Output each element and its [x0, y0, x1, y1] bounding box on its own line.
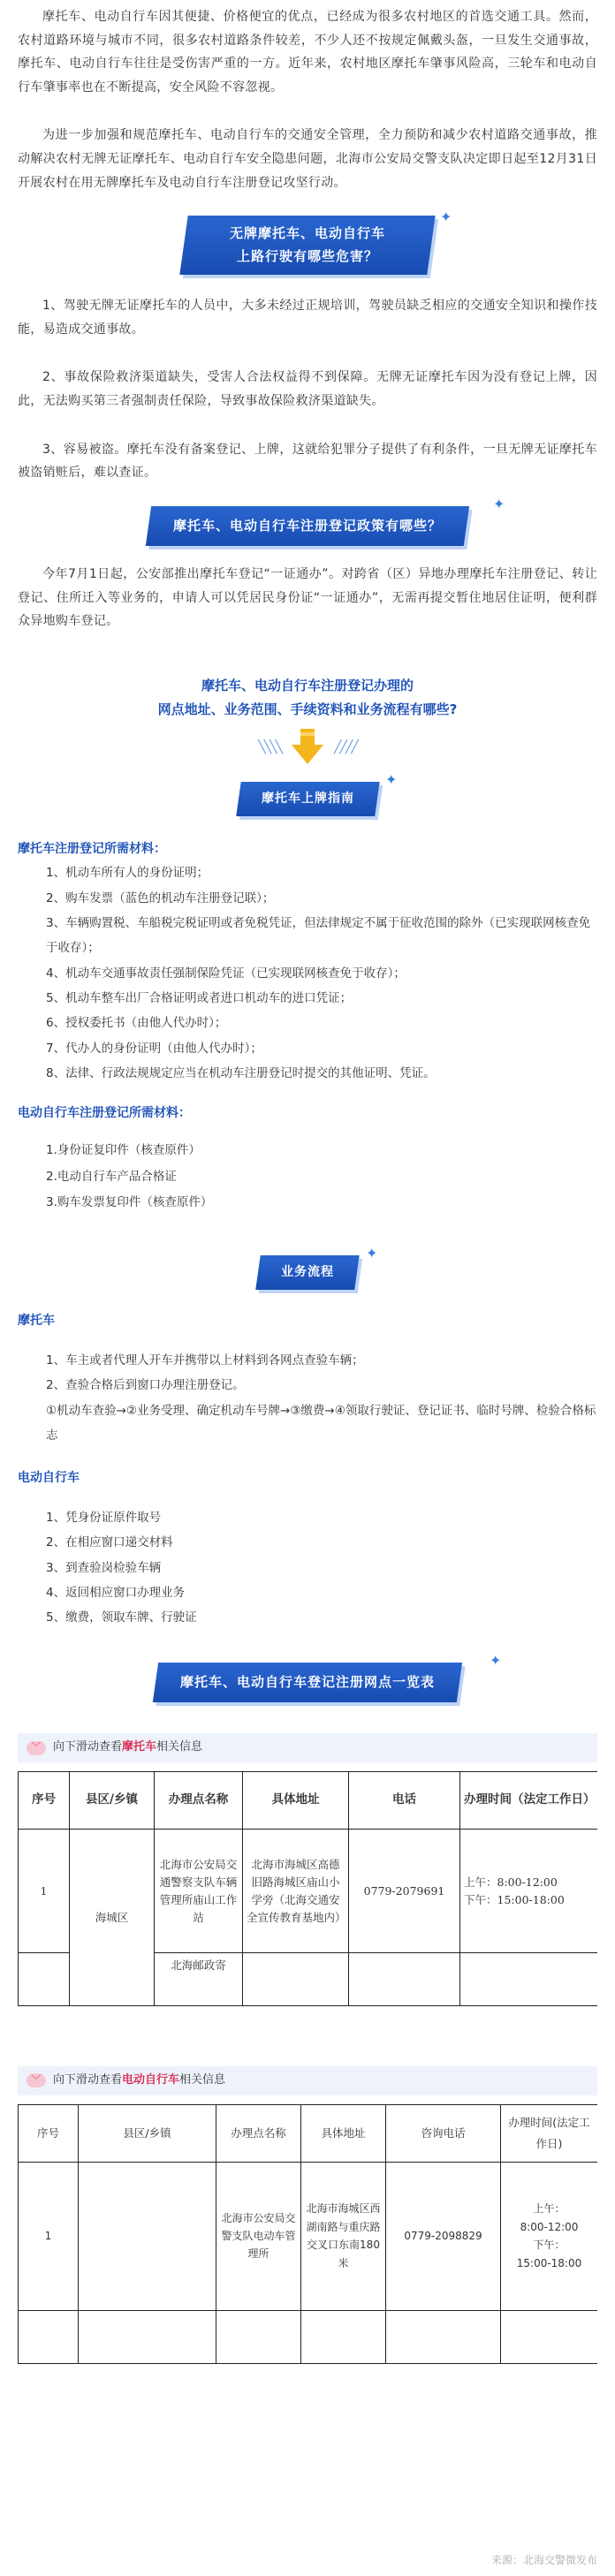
time-am: 8:00-12:00	[520, 2220, 579, 2233]
process-ebike-label: 电动自行车	[18, 1470, 80, 1485]
registration-info-title	[18, 674, 597, 722]
list-item: 4、返回相应窗口办理业务	[46, 1586, 186, 1601]
scroll-hint-moto	[18, 1733, 597, 1762]
moto-table-scroll-area[interactable]	[18, 1771, 597, 2020]
list-item: 3.购车发票复印件（核查原件）	[46, 1195, 213, 1210]
time-am-label: 上午：	[533, 2202, 566, 2216]
table-header: 咨询电话	[386, 2104, 501, 2162]
source-credit: 来源：北海交警微发布	[490, 2554, 597, 2567]
section-hazards-title	[179, 216, 435, 275]
registration-info-title-line1: 摩托车、电动自行车注册登记办理的	[201, 678, 414, 693]
list-item: 2.电动自行车产品合格证	[46, 1169, 177, 1184]
table-header: 县区/乡镇	[70, 1772, 155, 1830]
list-item: 3、到查验岗检验车辆	[46, 1560, 162, 1575]
hazard-paragraph-2: 2、事故保险救济渠道缺失，受害人合法权益得不到保障。无牌无证摩托车因为没有登记上牌，因此，无法购买第三者强制责任保险，导致事故保险救济渠道缺失。	[18, 370, 597, 408]
list-item: 6、授权委托书（由他人代办时）；	[46, 1016, 227, 1031]
list-item: 4、机动车交通事故责任强制保险凭证（已实现联网核查免于收存）；	[46, 966, 406, 981]
table-row	[19, 2310, 598, 2363]
moto-materials-list	[18, 860, 597, 1086]
process-banner	[18, 1244, 597, 1290]
sparkle-icon: ✦	[366, 1244, 378, 1261]
ebike-table-scroll-area[interactable]	[18, 2104, 597, 2369]
section-hazards-title-line2: 上路行驶有哪些危害？	[236, 247, 378, 264]
table-cell-phone: 0779-2079691	[349, 1830, 460, 1953]
time-pm: 15:00-18:00	[516, 2256, 582, 2269]
table-row	[19, 1830, 598, 1953]
scroll-hint-highlight: 电动自行车	[122, 2073, 180, 2087]
scroll-hint-highlight: 摩托车	[122, 1740, 157, 1754]
process-moto-label: 摩托车	[18, 1313, 55, 1328]
sparkle-icon: ✦	[385, 771, 398, 788]
table-cell-phone: 0779-2098829	[386, 2162, 501, 2310]
scroll-hint-ebike	[18, 2066, 597, 2095]
table-header: 办理点名称	[216, 2104, 301, 2162]
table-header: 办理时间(法定工作日)	[501, 2104, 598, 2162]
dash-left-icon: ╲╲╲╲	[258, 739, 281, 754]
table-cell	[301, 2310, 386, 2363]
table-header-row	[19, 2104, 598, 2162]
guide-banner	[18, 771, 597, 816]
intro-paragraph-1: 摩托车、电动自行车因其便捷、价格便宜的优点，已经成为很多农村地区的首选交通工具。然而，农村道路环境与城市不同，很多农村道路条件较差，不少人还不按规定佩戴头盔，一旦发生交通事故，摩托车、电动自行车往往是受伤害严重的一方。近年来，农村地区摩托车肇事风险高，三轮车和电动自行车肇事率也在不断提高，安全风险不容忽视。	[18, 10, 597, 95]
dash-right-icon: ╱╱╱╱	[334, 739, 357, 754]
ebike-network-table	[18, 2104, 597, 2364]
table-header: 电话	[349, 1772, 460, 1830]
table-cell	[386, 2310, 501, 2363]
table-header: 序号	[19, 1772, 70, 1830]
ebike-materials-list	[18, 1138, 597, 1216]
list-item: 2、查验合格后到窗口办理注册登记。	[46, 1378, 245, 1393]
sparkle-icon: ✦	[490, 1651, 502, 1669]
table-row	[19, 2162, 598, 2310]
table-header: 具体地址	[301, 2104, 386, 2162]
table-cell-name: 北海邮政寄	[155, 1953, 243, 2006]
list-item: 8、法律、行政法规规定应当在机动车注册登记时提交的其他证明、凭证。	[46, 1065, 436, 1080]
scroll-hint-text: 向下滑动查看	[53, 2073, 123, 2087]
table-cell-name: 北海市公安局交警支队电动车管理所	[216, 2162, 301, 2310]
table-header: 县区/乡镇	[79, 2104, 216, 2162]
ebike-materials-title: 电动自行车注册登记所需材料：	[18, 1106, 191, 1121]
scroll-hint-text-end: 相关信息	[179, 2073, 226, 2087]
policy-paragraph: 今年7月1日起，公安部推出摩托车登记“一证通办”。对跨省（区）异地办理摩托车注册登记、转让登记、住所迁入等业务的，申请人可以凭居民身份证“一证通办”，无需再提交暂住地居住证明，便利群众异地购车登记。	[18, 567, 597, 629]
network-list-title: 摩托车、电动自行车登记注册网点一览表	[153, 1663, 462, 1702]
table-cell	[19, 2310, 79, 2363]
scroll-down-icon: ﹀	[27, 2073, 46, 2087]
scroll-down-icon: ﹀	[27, 1741, 46, 1755]
sparkle-icon: ✦	[493, 495, 505, 512]
time-pm: 下午：15:00-18:00	[464, 1892, 565, 1906]
table-cell-district: 海城区	[70, 1830, 155, 2006]
time-pm-label: 下午：	[533, 2239, 566, 2252]
guide-title: 摩托车上牌指南	[236, 782, 379, 816]
moto-network-table	[18, 1771, 597, 2006]
table-header-row	[19, 1772, 598, 1830]
process-moto-steps	[18, 1348, 597, 1448]
process-ebike-steps	[18, 1505, 597, 1631]
table-cell	[460, 1953, 598, 2006]
section-policy-title: 摩托车、电动自行车注册登记政策有哪些？	[146, 506, 469, 546]
network-list-banner	[18, 1651, 597, 1702]
table-cell-time	[501, 2162, 598, 2310]
table-header: 序号	[19, 2104, 79, 2162]
list-item: 3、车辆购置税、车船税完税证明或者免税凭证，但法律规定不属于征收范围的除外（已实现联网核查免于收存）；	[46, 915, 591, 956]
registration-info-title-line2: 网点地址、业务范围、手续资料和业务流程有哪些?	[157, 701, 458, 717]
list-item: 2、在相应窗口递交材料	[46, 1535, 173, 1550]
list-item: 1、车主或者代理人开车并携带以上材料到各网点查验车辆；	[46, 1353, 364, 1368]
moto-materials-title: 摩托车注册登记所需材料：	[18, 841, 166, 856]
sparkle-icon: ✦	[440, 208, 452, 226]
table-cell-address: 北海市海城区西湖南路与重庆路交叉口东南180米	[301, 2162, 386, 2310]
list-item: ①机动车查验→②业务受理、确定机动车号牌→③缴费→④领取行驶证、登记证书、临时号牌、检验合格标志	[46, 1403, 596, 1443]
time-am: 上午：8:00-12:00	[464, 1875, 558, 1889]
section-hazards-banner	[18, 208, 597, 275]
section-hazards-title-line1: 无牌摩托车、电动自行车	[229, 225, 385, 242]
table-cell	[349, 1953, 460, 2006]
table-cell	[216, 2310, 301, 2363]
process-title: 业务流程	[255, 1255, 359, 1290]
list-item: 1.身份证复印件（核查原件）	[46, 1142, 201, 1157]
table-cell-time	[460, 1830, 598, 1953]
hazard-paragraph-1: 1、驾驶无牌无证摩托车的人员中，大多未经过正规培训，驾驶员缺乏相应的交通安全知识和操作技能，易造成交通事故。	[18, 299, 597, 337]
table-header: 办理时间（法定工作日）	[460, 1772, 598, 1830]
table-cell-no: 1	[19, 2162, 79, 2310]
table-cell-no: 1	[19, 1830, 70, 1953]
table-header: 办理点名称	[155, 1772, 243, 1830]
section-policy-banner	[18, 495, 597, 546]
list-item: 5、机动车整车出厂合格证明或者进口机动车的进口凭证；	[46, 990, 353, 1005]
table-cell-district	[79, 2162, 216, 2310]
table-header: 具体地址	[243, 1772, 349, 1830]
table-cell	[243, 1953, 349, 2006]
scroll-hint-text-end: 相关信息	[156, 1740, 203, 1754]
table-cell	[79, 2310, 216, 2363]
down-arrow-icon	[290, 727, 325, 768]
list-item: 1、机动车所有人的身份证明；	[46, 866, 209, 881]
hazard-paragraph-3: 3、容易被盗。摩托车没有备案登记、上牌，这就给犯罪分子提供了有利条件，一旦无牌无证摩托车被盗销赃后，难以查证。	[18, 442, 597, 481]
table-cell	[501, 2310, 598, 2363]
table-cell-name: 北海市公安局交通警察支队车辆管理所庙山工作站	[155, 1830, 243, 1953]
list-item: 2、购车发票（蓝色的机动车注册登记联）；	[46, 890, 275, 905]
down-arrow-decoration	[18, 727, 597, 768]
intro-paragraph-2: 为进一步加强和规范摩托车、电动自行车的交通安全管理，全力预防和减少农村道路交通事故，推动解决农村无牌无证摩托车、电动自行车安全隐患问题，北海市公安局交警支队决定即日起至12月31日开展农村在用无牌摩托车及电动自行车注册登记攻坚行动。	[18, 128, 597, 190]
list-item: 7、代办人的身份证明（由他人代办时）；	[46, 1041, 262, 1056]
list-item: 5、缴费，领取车牌、行驶证	[46, 1610, 197, 1625]
scroll-hint-text: 向下滑动查看	[53, 1740, 123, 1754]
table-cell	[19, 1953, 70, 2006]
list-item: 1、凭身份证原件取号	[46, 1511, 162, 1526]
table-cell-address: 北海市海城区高德旧路海城区庙山小学旁（北海交通安全宣传教育基地内）	[243, 1830, 349, 1953]
